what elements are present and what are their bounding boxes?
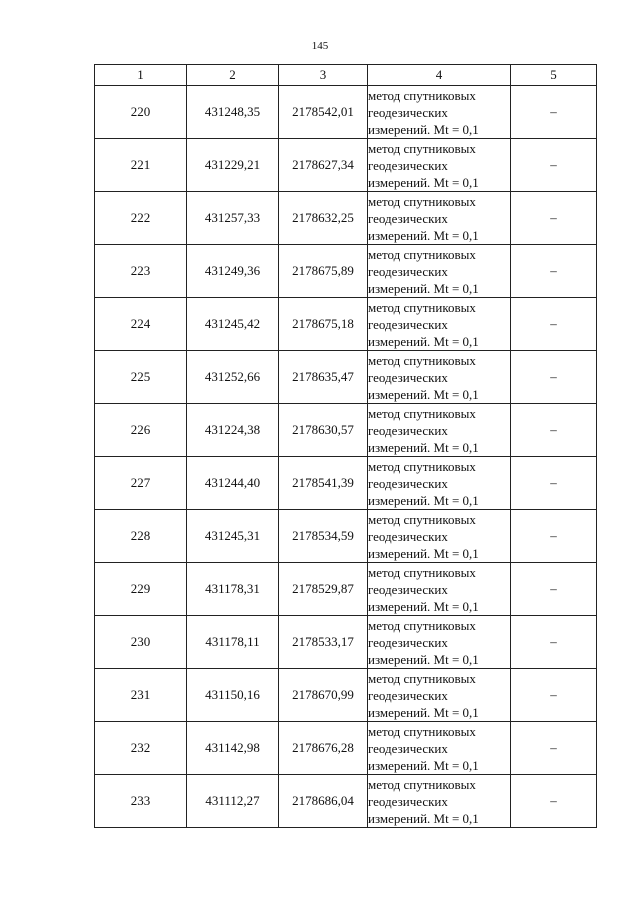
y-coordinate-cell: 2178675,89 bbox=[279, 245, 368, 298]
point-number-cell: 228 bbox=[95, 510, 187, 563]
method-line: метод спутниковых bbox=[368, 140, 476, 156]
method-line: геодезических bbox=[368, 422, 448, 438]
y-coordinate-cell: 2178632,25 bbox=[279, 192, 368, 245]
method-line: геодезических bbox=[368, 157, 448, 173]
table-row bbox=[95, 86, 597, 139]
y-coordinate-cell: 2178542,01 bbox=[279, 86, 368, 139]
x-coordinate-cell: 431150,16 bbox=[187, 669, 279, 722]
method-line: измерений. Mt = 0,1 bbox=[368, 545, 479, 561]
table-row bbox=[95, 510, 597, 563]
y-coordinate-cell: 2178541,39 bbox=[279, 457, 368, 510]
method-cell bbox=[368, 669, 511, 722]
method-line: геодезических bbox=[368, 104, 448, 120]
method-line: геодезических bbox=[368, 369, 448, 385]
note-cell: – bbox=[511, 86, 597, 139]
point-number-cell: 226 bbox=[95, 404, 187, 457]
table-row bbox=[95, 298, 597, 351]
note-cell: – bbox=[511, 351, 597, 404]
table-row bbox=[95, 192, 597, 245]
point-number-cell: 222 bbox=[95, 192, 187, 245]
x-coordinate-cell: 431112,27 bbox=[187, 775, 279, 828]
note-cell: – bbox=[511, 245, 597, 298]
y-coordinate-cell: 2178630,57 bbox=[279, 404, 368, 457]
method-line: измерений. Mt = 0,1 bbox=[368, 651, 479, 667]
method-line: метод спутниковых bbox=[368, 670, 476, 686]
method-cell bbox=[368, 139, 511, 192]
x-coordinate-cell: 431249,36 bbox=[187, 245, 279, 298]
point-number-cell: 233 bbox=[95, 775, 187, 828]
point-number-cell: 227 bbox=[95, 457, 187, 510]
x-coordinate-cell: 431248,35 bbox=[187, 86, 279, 139]
header-cell-2: 2 bbox=[187, 65, 279, 86]
y-coordinate-cell: 2178529,87 bbox=[279, 563, 368, 616]
note-cell: – bbox=[511, 775, 597, 828]
method-line: геодезических bbox=[368, 210, 448, 226]
page-number: 145 bbox=[311, 40, 329, 52]
x-coordinate-cell: 431142,98 bbox=[187, 722, 279, 775]
method-cell bbox=[368, 457, 511, 510]
method-line: геодезических bbox=[368, 687, 448, 703]
method-line: метод спутниковых bbox=[368, 723, 476, 739]
table-row bbox=[95, 722, 597, 775]
method-line: измерений. Mt = 0,1 bbox=[368, 280, 479, 296]
header-cell-4: 4 bbox=[368, 65, 511, 86]
method-line: измерений. Mt = 0,1 bbox=[368, 227, 479, 243]
header-cell-3: 3 bbox=[279, 65, 368, 86]
method-line: измерений. Mt = 0,1 bbox=[368, 174, 479, 190]
method-line: измерений. Mt = 0,1 bbox=[368, 121, 479, 137]
method-cell bbox=[368, 86, 511, 139]
note-cell: – bbox=[511, 616, 597, 669]
header-cell-5: 5 bbox=[511, 65, 597, 86]
point-number-cell: 232 bbox=[95, 722, 187, 775]
y-coordinate-cell: 2178676,28 bbox=[279, 722, 368, 775]
method-line: геодезических bbox=[368, 475, 448, 491]
note-cell: – bbox=[511, 139, 597, 192]
x-coordinate-cell: 431178,31 bbox=[187, 563, 279, 616]
method-line: измерений. Mt = 0,1 bbox=[368, 333, 479, 349]
note-cell: – bbox=[511, 669, 597, 722]
point-number-cell: 223 bbox=[95, 245, 187, 298]
note-cell: – bbox=[511, 722, 597, 775]
point-number-cell: 229 bbox=[95, 563, 187, 616]
note-cell: – bbox=[511, 298, 597, 351]
method-cell bbox=[368, 351, 511, 404]
method-line: измерений. Mt = 0,1 bbox=[368, 757, 479, 773]
x-coordinate-cell: 431252,66 bbox=[187, 351, 279, 404]
method-cell bbox=[368, 722, 511, 775]
method-line: метод спутниковых bbox=[368, 776, 476, 792]
method-line: геодезических bbox=[368, 740, 448, 756]
point-number-cell: 221 bbox=[95, 139, 187, 192]
method-line: измерений. Mt = 0,1 bbox=[368, 492, 479, 508]
table-row bbox=[95, 616, 597, 669]
method-line: геодезических bbox=[368, 528, 448, 544]
x-coordinate-cell: 431257,33 bbox=[187, 192, 279, 245]
method-line: измерений. Mt = 0,1 bbox=[368, 810, 479, 826]
point-number-cell: 230 bbox=[95, 616, 187, 669]
method-line: метод спутниковых bbox=[368, 564, 476, 580]
y-coordinate-cell: 2178635,47 bbox=[279, 351, 368, 404]
method-cell bbox=[368, 404, 511, 457]
note-cell: – bbox=[511, 510, 597, 563]
note-cell: – bbox=[511, 457, 597, 510]
method-line: измерений. Mt = 0,1 bbox=[368, 704, 479, 720]
note-cell: – bbox=[511, 192, 597, 245]
table-row bbox=[95, 245, 597, 298]
x-coordinate-cell: 431224,38 bbox=[187, 404, 279, 457]
method-cell bbox=[368, 245, 511, 298]
note-cell: – bbox=[511, 563, 597, 616]
table-header-row bbox=[95, 65, 597, 86]
method-line: метод спутниковых bbox=[368, 352, 476, 368]
coordinates-table-body bbox=[95, 65, 597, 828]
table-row bbox=[95, 775, 597, 828]
method-cell bbox=[368, 298, 511, 351]
method-line: измерений. Mt = 0,1 bbox=[368, 439, 479, 455]
y-coordinate-cell: 2178675,18 bbox=[279, 298, 368, 351]
method-line: метод спутниковых bbox=[368, 617, 476, 633]
point-number-cell: 231 bbox=[95, 669, 187, 722]
y-coordinate-cell: 2178533,17 bbox=[279, 616, 368, 669]
table-row bbox=[95, 457, 597, 510]
coordinates-table bbox=[94, 64, 597, 828]
header-cell-1: 1 bbox=[95, 65, 187, 86]
method-line: метод спутниковых bbox=[368, 87, 476, 103]
method-cell bbox=[368, 563, 511, 616]
method-line: метод спутниковых bbox=[368, 458, 476, 474]
y-coordinate-cell: 2178534,59 bbox=[279, 510, 368, 563]
note-cell: – bbox=[511, 404, 597, 457]
table-row bbox=[95, 404, 597, 457]
method-cell bbox=[368, 775, 511, 828]
method-cell bbox=[368, 192, 511, 245]
table-row bbox=[95, 563, 597, 616]
method-line: геодезических bbox=[368, 263, 448, 279]
point-number-cell: 224 bbox=[95, 298, 187, 351]
method-line: измерений. Mt = 0,1 bbox=[368, 386, 479, 402]
method-line: геодезических bbox=[368, 316, 448, 332]
method-cell bbox=[368, 616, 511, 669]
method-line: метод спутниковых bbox=[368, 299, 476, 315]
method-line: измерений. Mt = 0,1 bbox=[368, 598, 479, 614]
method-line: метод спутниковых bbox=[368, 193, 476, 209]
y-coordinate-cell: 2178627,34 bbox=[279, 139, 368, 192]
x-coordinate-cell: 431178,11 bbox=[187, 616, 279, 669]
method-line: геодезических bbox=[368, 634, 448, 650]
table-row bbox=[95, 139, 597, 192]
method-cell bbox=[368, 510, 511, 563]
x-coordinate-cell: 431245,42 bbox=[187, 298, 279, 351]
method-line: метод спутниковых bbox=[368, 246, 476, 262]
method-line: геодезических bbox=[368, 793, 448, 809]
x-coordinate-cell: 431229,21 bbox=[187, 139, 279, 192]
method-line: метод спутниковых bbox=[368, 511, 476, 527]
table-row bbox=[95, 351, 597, 404]
point-number-cell: 220 bbox=[95, 86, 187, 139]
method-line: геодезических bbox=[368, 581, 448, 597]
y-coordinate-cell: 2178686,04 bbox=[279, 775, 368, 828]
method-line: метод спутниковых bbox=[368, 405, 476, 421]
point-number-cell: 225 bbox=[95, 351, 187, 404]
x-coordinate-cell: 431244,40 bbox=[187, 457, 279, 510]
y-coordinate-cell: 2178670,99 bbox=[279, 669, 368, 722]
x-coordinate-cell: 431245,31 bbox=[187, 510, 279, 563]
table-row bbox=[95, 669, 597, 722]
